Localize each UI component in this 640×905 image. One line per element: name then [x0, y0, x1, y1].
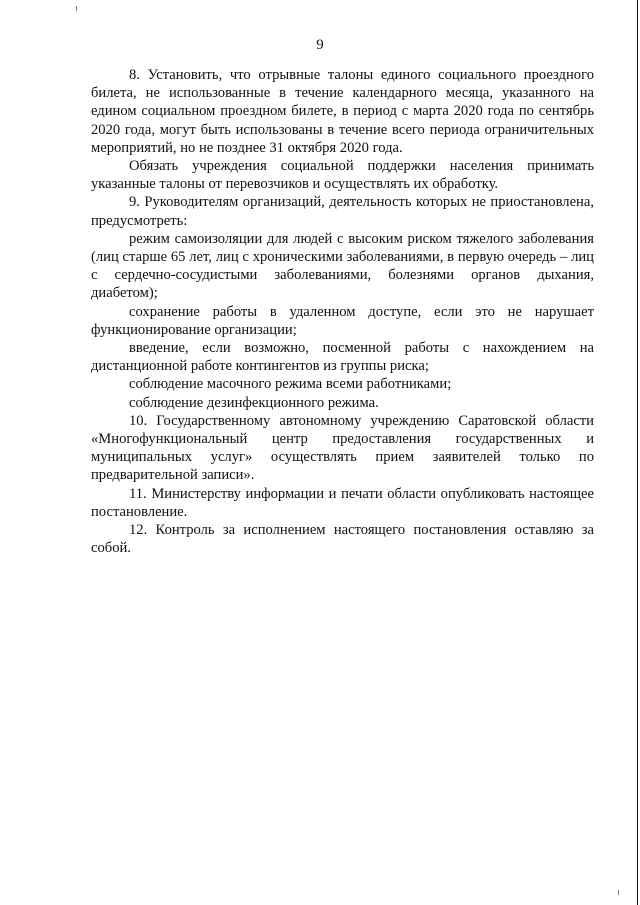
- paragraph-9-disinfection: соблюдение дезинфекционного режима.: [129, 394, 379, 411]
- document-body: [91, 66, 594, 557]
- paragraph-8-obligation: Обязать учреждения социальной поддержки населения принимать указанные талоны от перевозчиков и осуществлять их обработку.: [91, 158, 594, 193]
- scan-artifact: [618, 890, 619, 895]
- paragraph-8: 8. Установить, что отрывные талоны единого социального проездного билета, не использованные в течение календарного месяца, указанного на едином социальном проездном билете, в период с марта 2020 года по сентябрь 2020 года, могут быть использованы в течение всего периода ограничительных мероприятий, но не позднее 31 октября 2020 года.: [91, 67, 594, 156]
- paragraph-9-remote-work: сохранение работы в удаленном доступе, если это не нарушает функционирование организации;: [91, 303, 594, 338]
- scan-edge: [637, 0, 638, 905]
- page-number: 9: [316, 37, 324, 53]
- paragraph-11: 11. Министерству информации и печати области опубликовать настоящее постановление.: [91, 485, 594, 520]
- scan-artifact: [76, 6, 77, 11]
- paragraph-9-shift-work: введение, если возможно, посменной работы с нахождением на дистанционной работе контингентов из группы риска;: [91, 340, 594, 375]
- paragraph-9: 9. Руководителям организаций, деятельность которых не приостановлена, предусмотреть:: [91, 194, 594, 229]
- paragraph-9-mask-regime: соблюдение масочного режима всеми работниками;: [129, 376, 452, 393]
- paragraph-9-self-isolation: режим самоизоляции для людей с высоким риском тяжелого заболевания (лиц старше 65 лет, лиц с хроническими заболеваниями, в первую очередь – лиц с сердечно-сосудистыми заболеваниями, болезнями органов дыхания, диабетом);: [91, 230, 594, 302]
- paragraph-12: 12. Контроль за исполнением настоящего постановления оставляю за собой.: [91, 522, 594, 557]
- paragraph-10: 10. Государственному автономному учреждению Саратовской области «Многофункциональный центр предоставления государственных и муниципальных услуг» осуществлять прием заявителей только по предварительной записи».: [91, 412, 594, 484]
